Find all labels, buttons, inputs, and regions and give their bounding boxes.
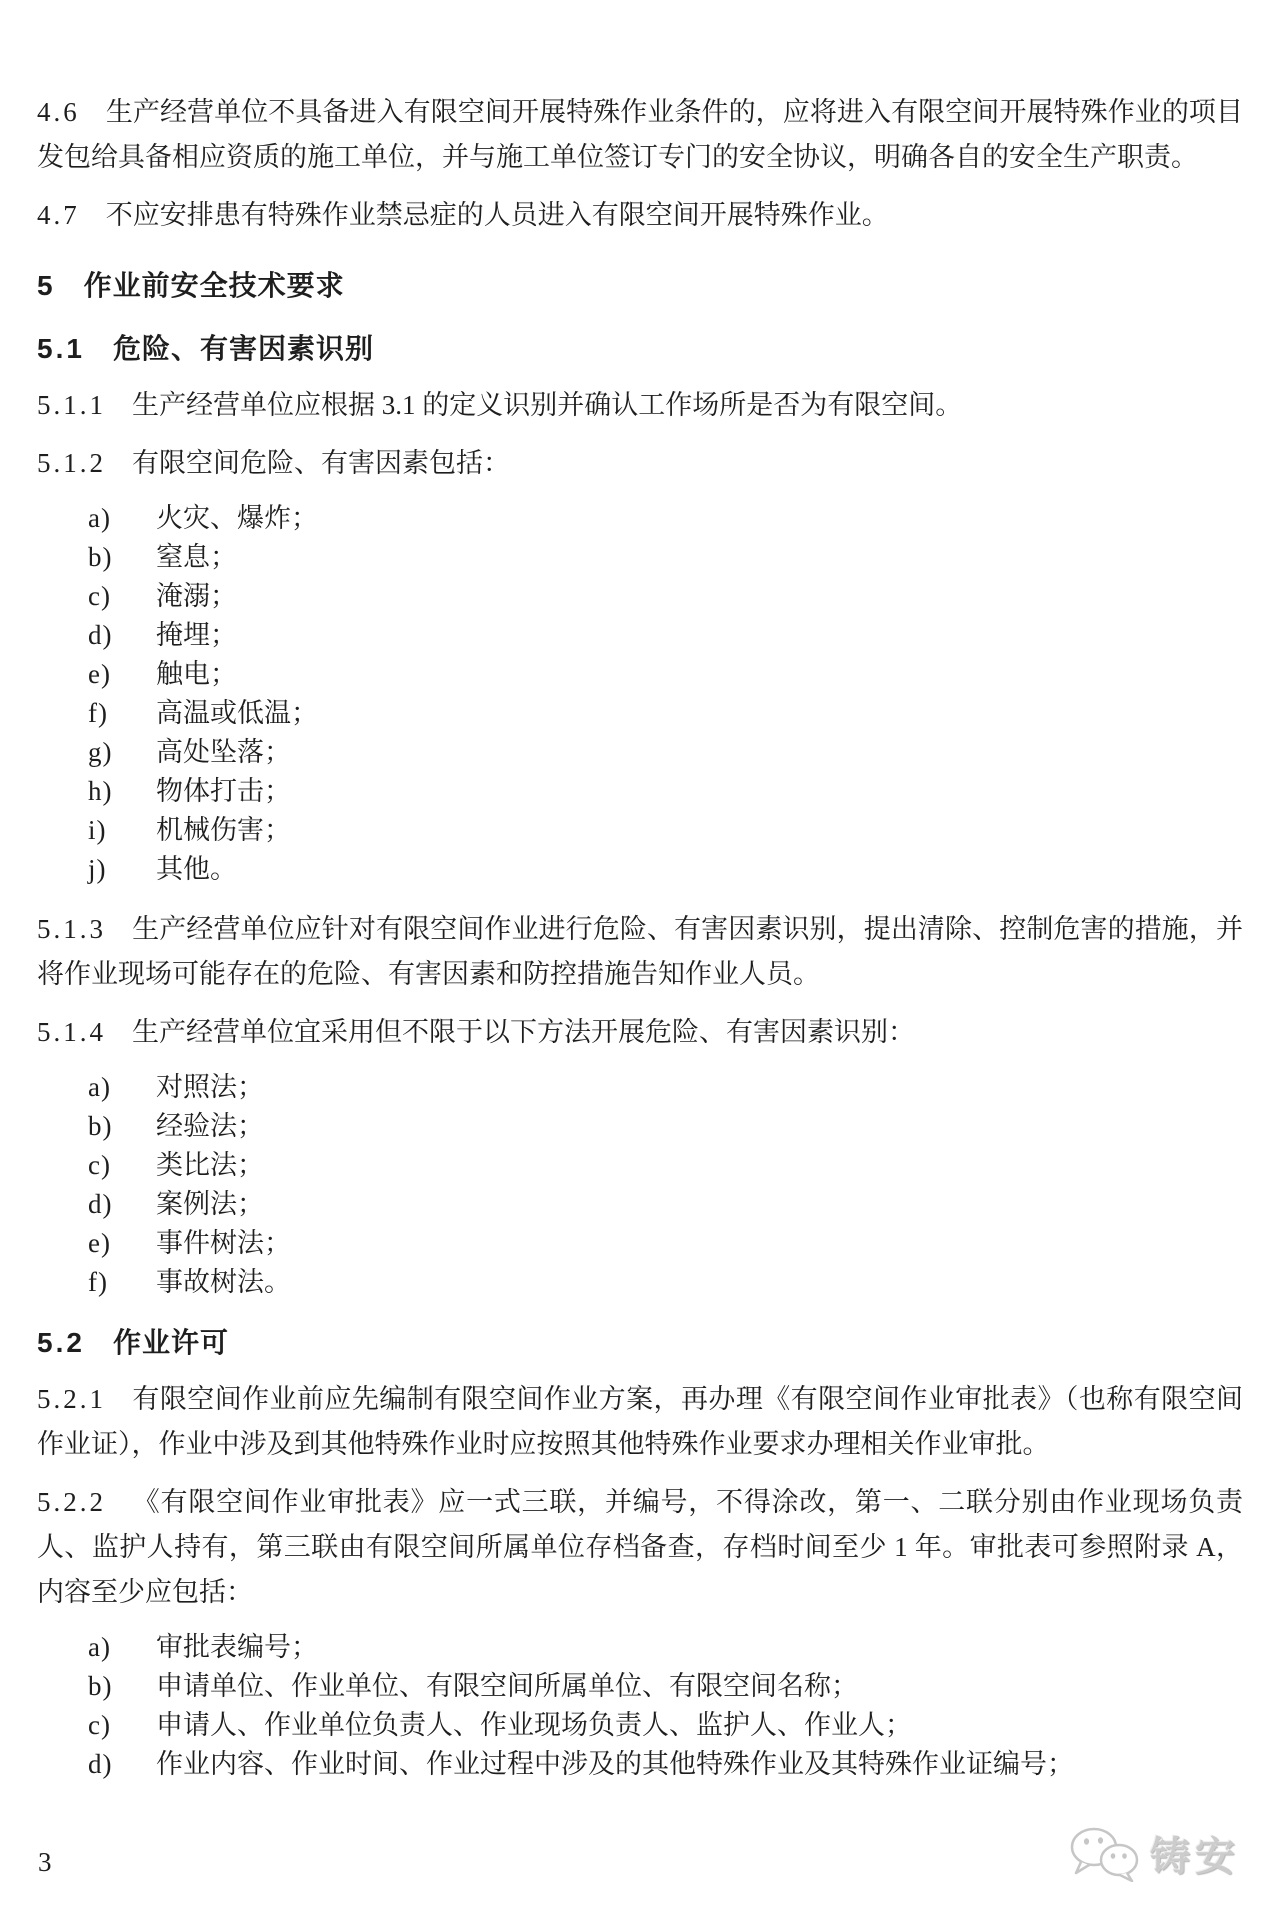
list-item-text: 申请单位、作业单位、有限空间所属单位、有限空间名称； [156, 1671, 858, 1701]
clause-text: 生产经营单位应根据 3.1 的定义识别并确认工作场所是否为有限空间。 [132, 390, 963, 420]
list-item [88, 772, 1243, 811]
list-item-text: 高处坠落； [156, 737, 291, 767]
list-item-label: f) [88, 1267, 108, 1297]
clause-text: 不应安排患有特殊作业禁忌症的人员进入有限空间开展特殊作业。 [105, 200, 889, 230]
list-item-text: 作业内容、作业时间、作业过程中涉及的其他特殊作业及其特殊作业证编号； [156, 1749, 1074, 1779]
list-item [88, 1667, 1243, 1706]
list-item-text: 机械伤害； [156, 815, 291, 845]
list-item-label: c) [88, 1710, 111, 1740]
list-item [88, 1263, 1243, 1302]
wechat-icon [1069, 1826, 1143, 1887]
clause-number: 5.1.3 [37, 914, 106, 944]
list-item-label: h) [88, 776, 113, 806]
clause-4-7 [37, 193, 1243, 238]
list-item-label: i) [88, 815, 107, 845]
list-item-text: 类比法； [156, 1150, 264, 1180]
list-item-text: 物体打击； [156, 776, 291, 806]
clause-number: 4.7 [37, 200, 80, 230]
clause-5-1-2 [37, 441, 1243, 486]
list-item [88, 811, 1243, 850]
clause-4-6 [37, 90, 1243, 180]
list-item-label: b) [88, 1111, 113, 1141]
list-item-label: a) [88, 503, 111, 533]
heading-text: 作业许可 [112, 1327, 229, 1358]
list-item-text: 火灾、爆炸； [156, 503, 318, 533]
list-item-text: 申请人、作业单位负责人、作业现场负责人、监护人、作业人； [156, 1710, 912, 1740]
clause-5-2-1 [37, 1377, 1243, 1467]
list-item [88, 538, 1243, 577]
list-item [88, 1224, 1243, 1263]
list-item-label: b) [88, 1671, 113, 1701]
subsection-heading-5-1 [37, 326, 1243, 371]
list-item-label: b) [88, 542, 113, 572]
list-item [88, 655, 1243, 694]
watermark-brand-text: 铸安 [1150, 1834, 1240, 1879]
clause-number: 4.6 [37, 97, 80, 127]
clause-text: 有限空间作业前应先编制有限空间作业方案，再办理《有限空间作业审批表》（也称有限空间作业证），作业中涉及到其他特殊作业时应按照其他特殊作业要求办理相关作业审批。 [37, 1384, 1243, 1459]
clause-5-1-4 [37, 1010, 1243, 1055]
list-item-text: 案例法； [156, 1189, 264, 1219]
heading-number: 5 [37, 270, 56, 301]
list-item-text: 经验法； [156, 1111, 264, 1141]
clause-number: 5.2.2 [37, 1487, 106, 1517]
subsection-heading-5-2 [37, 1320, 1243, 1365]
clause-5-1-3 [37, 907, 1243, 997]
identification-methods-list [37, 1068, 1243, 1302]
list-item-label: c) [88, 581, 111, 611]
list-item [88, 616, 1243, 655]
list-item [88, 850, 1243, 889]
clause-5-2-2 [37, 1480, 1243, 1615]
list-item [88, 577, 1243, 616]
list-item [88, 1745, 1243, 1784]
list-item [88, 733, 1243, 772]
clause-text: 生产经营单位宜采用但不限于以下方法开展危险、有害因素识别： [132, 1017, 915, 1047]
clause-text: 《有限空间作业审批表》应一式三联，并编号，不得涂改，第一、二联分别由作业现场负责人、监护人持有，第三联由有限空间所属单位存档备查，存档时间至少 1 年。审批表可参照附录 A，内容至少应包括： [37, 1487, 1243, 1607]
page-number: 3 [38, 1847, 52, 1877]
list-item-text: 审批表编号； [156, 1632, 318, 1662]
list-item-text: 高温或低温； [156, 698, 318, 728]
clause-number: 5.1.1 [37, 390, 106, 420]
approval-form-contents-list [37, 1628, 1243, 1784]
watermark [1069, 1826, 1240, 1887]
list-item [88, 1185, 1243, 1224]
list-item-label: f) [88, 698, 108, 728]
list-item [88, 1706, 1243, 1745]
section-heading-5 [37, 263, 1243, 308]
list-item [88, 1628, 1243, 1667]
list-item-label: d) [88, 1749, 113, 1779]
list-item-text: 事件树法； [156, 1228, 291, 1258]
list-item-label: d) [88, 1189, 113, 1219]
list-item-text: 淹溺； [156, 581, 237, 611]
list-item-text: 事故树法。 [156, 1267, 291, 1297]
list-item-text: 掩埋； [156, 620, 237, 650]
list-item-label: e) [88, 1228, 111, 1258]
heading-text: 危险、有害因素识别 [112, 333, 374, 364]
list-item-text: 触电； [156, 659, 237, 689]
clause-text: 生产经营单位应针对有限空间作业进行危险、有害因素识别，提出清除、控制危害的措施，并将作业现场可能存在的危险、有害因素和防控措施告知作业人员。 [37, 914, 1243, 989]
hazard-factors-list [37, 499, 1243, 889]
list-item-text: 窒息； [156, 542, 237, 572]
list-item-label: a) [88, 1632, 111, 1662]
list-item-label: c) [88, 1150, 111, 1180]
heading-number: 5.2 [37, 1327, 85, 1358]
list-item-label: a) [88, 1072, 111, 1102]
list-item [88, 1068, 1243, 1107]
heading-text: 作业前安全技术要求 [83, 270, 345, 301]
list-item [88, 694, 1243, 733]
clause-5-1-1 [37, 383, 1243, 428]
clause-number: 5.2.1 [37, 1384, 106, 1414]
list-item-label: d) [88, 620, 113, 650]
clause-number: 5.1.2 [37, 448, 106, 478]
list-item-label: e) [88, 659, 111, 689]
clause-text: 有限空间危险、有害因素包括： [132, 448, 510, 478]
heading-number: 5.1 [37, 333, 85, 364]
clause-number: 5.1.4 [37, 1017, 106, 1047]
list-item [88, 1146, 1243, 1185]
list-item-text: 对照法； [156, 1072, 264, 1102]
list-item-label: g) [88, 737, 113, 767]
list-item-text: 其他。 [156, 854, 237, 884]
list-item [88, 1107, 1243, 1146]
list-item-label: j) [88, 854, 107, 884]
clause-text: 生产经营单位不具备进入有限空间开展特殊作业条件的，应将进入有限空间开展特殊作业的项目发包给具备相应资质的施工单位，并与施工单位签订专门的安全协议，明确各自的安全生产职责。 [37, 97, 1243, 172]
list-item [88, 499, 1243, 538]
